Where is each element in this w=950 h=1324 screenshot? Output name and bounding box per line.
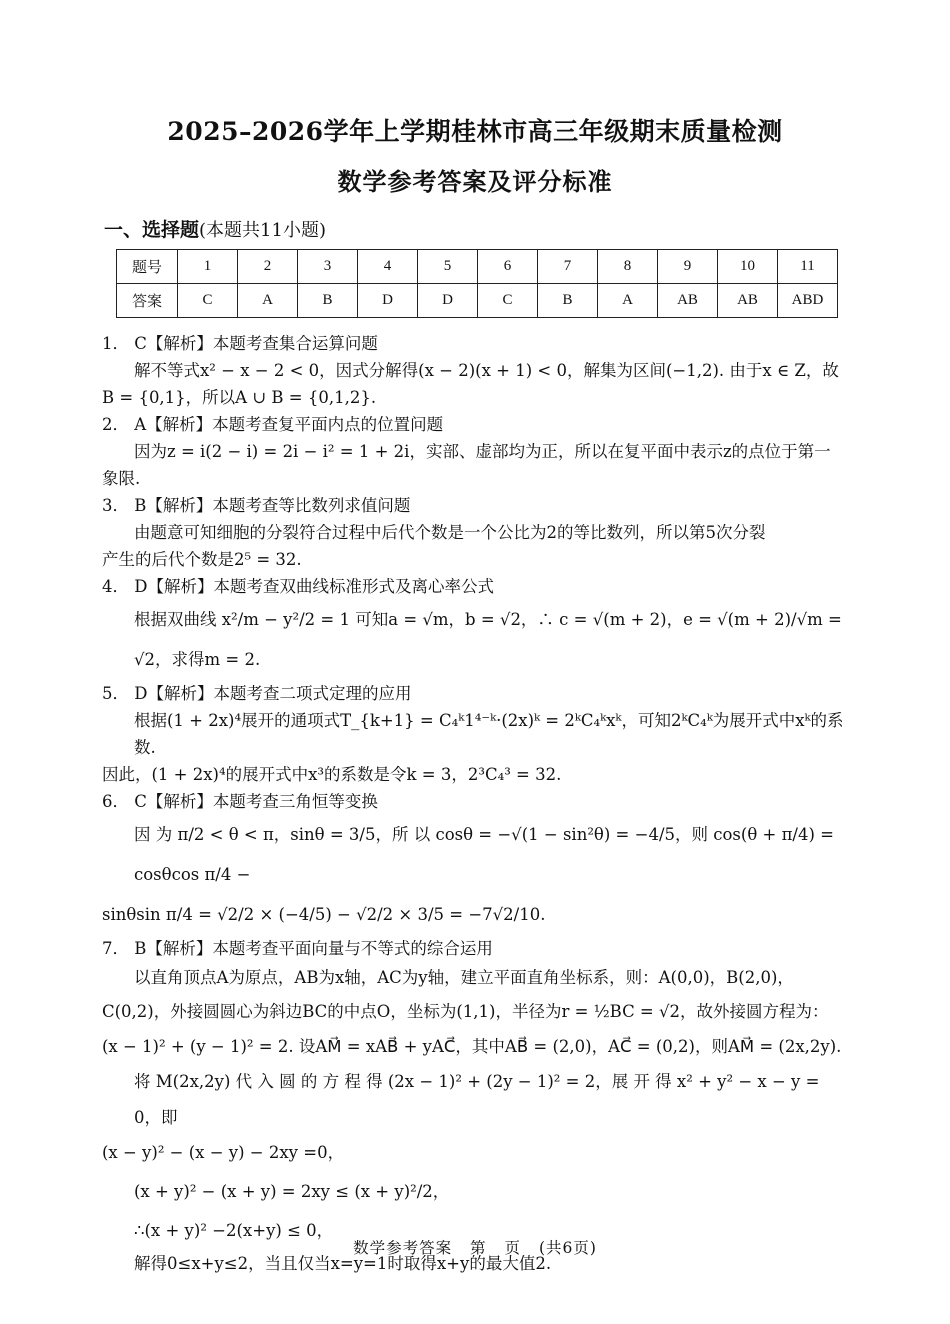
table-cell: 3	[298, 250, 358, 284]
solution-line: B = {0,1}，所以A ∪ B = {0,1,2}.	[102, 388, 377, 407]
table-cell: D	[418, 284, 478, 318]
solution-line: 因此，(1 + 2x)⁴的展开式中x³的系数是令k = 3，2³C₄³ = 32.	[102, 765, 562, 784]
footer-doc-name: 数学参考答案	[353, 1239, 453, 1257]
footer-total-pages: (共6页)	[538, 1239, 597, 1257]
question-heading: 3． B【解析】本题考查等比数列求值问题	[102, 496, 411, 515]
question-heading: 1． C【解析】本题考查集合运算问题	[102, 334, 378, 353]
solution-line: (x − 1)² + (y − 1)² = 2. 设AM⃗ = xAB⃗ + yAC⃗，其中AB⃗ = (2,0)，AC⃗ = (0,2)，则AM⃗ = (2x,2y).	[102, 1037, 842, 1056]
table-cell: B	[538, 284, 598, 318]
question-heading: 6． C【解析】本题考查三角恒等变换	[102, 792, 378, 811]
question-heading: 2． A【解析】本题考查复平面内点的位置问题	[102, 415, 444, 434]
solution-line: 根据双曲线 x²/m − y²/2 = 1 可知a = √m，b = √2，∴ c = √(m + 2)，e = √(m + 2)/√m = √2，求得m = 2.	[134, 610, 842, 669]
question-heading: 5． D【解析】本题考查二项式定理的应用	[102, 684, 412, 703]
table-cell: A	[238, 284, 298, 318]
solution-line: 由题意可知细胞的分裂符合过程中后代个数是一个公比为2的等比数列，所以第5次分裂	[134, 523, 766, 542]
solution-line: 解不等式x² − x − 2 < 0，因式分解得(x − 2)(x + 1) < 0，解集为区间(−1,2). 由于x ∈ Z，故	[134, 361, 839, 380]
table-cell: 10	[718, 250, 778, 284]
page-title: 2025–2026学年上学期桂林市高三年级期末质量检测	[167, 117, 783, 146]
solutions	[102, 330, 850, 1280]
solution-line: 产生的后代个数是2⁵ = 32.	[102, 550, 302, 569]
solution-line: (x − y)² − (x − y) − 2xy =0，	[102, 1143, 345, 1162]
table-cell: C	[178, 284, 238, 318]
solution-line: 因为z = i(2 − i) = 2i − i² = 1 + 2i，实部、虚部均为正，所以在复平面中表示z的点位于第一	[134, 442, 831, 461]
solution-line: 以直角顶点A为原点，AB为x轴，AC为y轴，建立平面直角坐标系，则：A(0,0)，B(2,0)，	[134, 968, 794, 987]
footer-page-label: 第	[470, 1239, 487, 1257]
table-cell: 11	[778, 250, 838, 284]
table-cell: 9	[658, 250, 718, 284]
solution-line: 解得0≤x+y≤2，当且仅当x=y=1时取得x+y的最大值2.	[134, 1254, 552, 1273]
table-cell: 2	[238, 250, 298, 284]
table-cell: 6	[478, 250, 538, 284]
footer-page-unit: 页	[504, 1239, 521, 1257]
section-title: 一、选择题	[104, 219, 200, 241]
solution-line: sinθsin π/4 = √2/2 × (−4/5) − √2/2 × 3/5 = −7√2/10.	[102, 905, 546, 924]
table-cell: 1	[178, 250, 238, 284]
table-row-numbers	[117, 250, 838, 284]
table-cell: 4	[358, 250, 418, 284]
answer-table	[116, 249, 838, 318]
solution-line: 因 为 π/2 < θ < π，sinθ = 3/5，所 以 cosθ = −√(1 − sin²θ) = −4/5，则 cos(θ + π/4) = cosθcos π/4 −	[134, 825, 834, 884]
question-heading: 7． B【解析】本题考查平面向量与不等式的综合运用	[102, 939, 493, 958]
table-cell: AB	[718, 284, 778, 318]
table-cell: A	[598, 284, 658, 318]
section-heading	[104, 215, 326, 242]
row-label-answer: 答案	[117, 284, 178, 318]
table-cell: D	[358, 284, 418, 318]
row-label-number: 题号	[117, 250, 178, 284]
table-cell: 7	[538, 250, 598, 284]
table-row-answers	[117, 284, 838, 318]
table-cell: 8	[598, 250, 658, 284]
solution-line: C(0,2)，外接圆圆心为斜边BC的中点O，坐标为(1,1)，半径为r = ½BC = √2，故外接圆方程为：	[102, 1002, 829, 1021]
solution-line: 根据(1 + 2x)⁴展开的通项式T_{k+1} = C₄ᵏ1⁴⁻ᵏ·(2x)ᵏ = 2ᵏC₄ᵏxᵏ，可知2ᵏC₄ᵏ为展开式中xᵏ的系数.	[134, 711, 844, 757]
page-footer	[0, 1236, 950, 1258]
solution-line: 将 M(2x,2y) 代 入 圆 的 方 程 得 (2x − 1)² + (2y − 1)² = 2，展 开 得 x² + y² − x − y = 0，即	[134, 1072, 820, 1127]
solution-line: ∴(x + y)² −2(x+y) ≤ 0，	[134, 1221, 334, 1240]
table-cell: AB	[658, 284, 718, 318]
table-cell: ABD	[778, 284, 838, 318]
solution-line: (x + y)² − (x + y) = 2xy ≤ (x + y)²/2，	[134, 1182, 450, 1201]
table-cell: 5	[418, 250, 478, 284]
table-cell: C	[478, 284, 538, 318]
question-heading: 4． D【解析】本题考查双曲线标准形式及离心率公式	[102, 577, 494, 596]
table-cell: B	[298, 284, 358, 318]
page-subtitle: 数学参考答案及评分标准	[337, 167, 613, 196]
solution-line: 象限.	[102, 469, 141, 488]
section-note: (本题共11小题)	[199, 220, 326, 241]
